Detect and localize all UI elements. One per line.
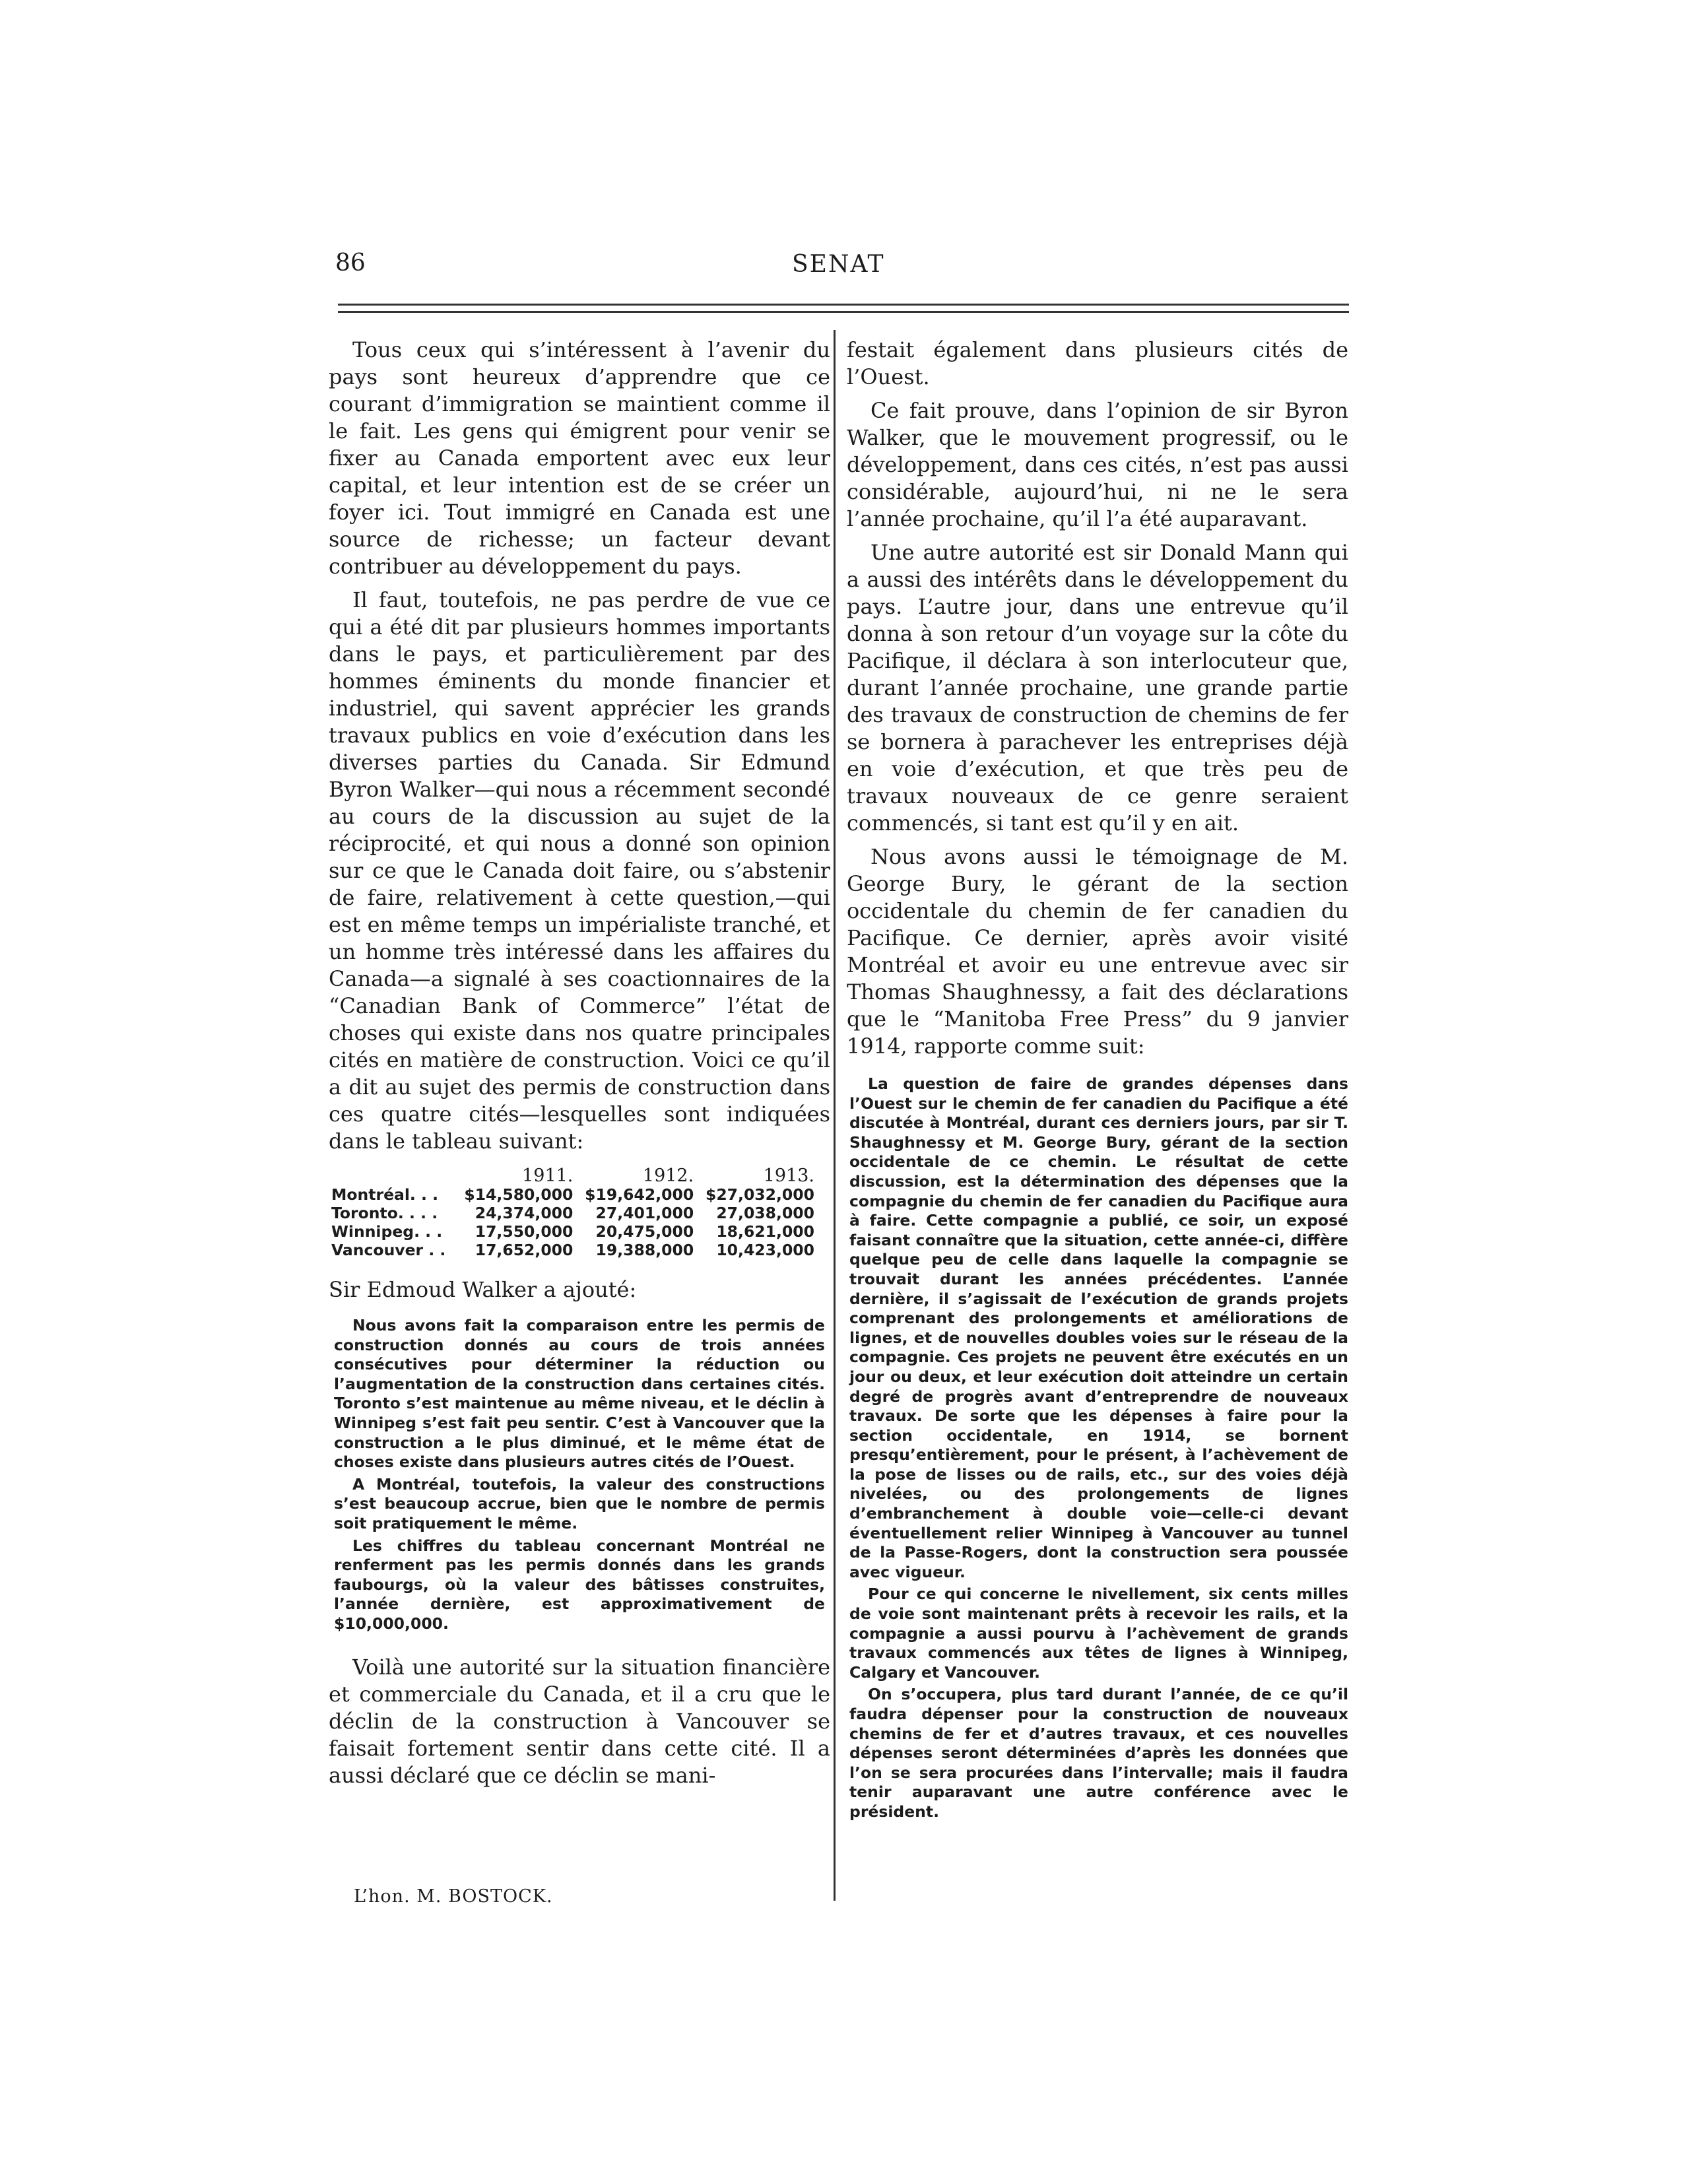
quoted-paragraph: Les chiffres du tableau concernant Montréal ne renferment pas les permis donnés dans les grands faubourgs, où la valeur des bâtisses construites, l’année dernière, est approximativement de $10,000,000.: [334, 1536, 825, 1633]
paragraph: Tous ceux qui s’intéressent à l’avenir du pays sont heureux d’apprendre que ce courant d’immigration se maintient comme il le fait. Les gens qui émigrent pour venir se fixer au Canada emportent avec eux leur capital, et leur intention est de se créer un foyer ici. Tout immigré en Canada est une source de richesse; un facteur devant contribuer au développement du pays.: [329, 337, 830, 579]
paragraph: Il faut, toutefois, ne pas perdre de vue ce qui a été dit par plusieurs hommes importants dans le pays, et particulièrement par des hommes éminents du monde financier et industriel, qui savent apprécier les grands travaux publics en voie d’exécution dans les diverses parties du Canada. Sir Edmund Byron Walker—qui nous a récemment secondé au cours de la discussion au sujet de la réciprocité, et qui nous a donné son opinion sur ce que le Canada doit faire, ou s’abstenir de faire, relativement à cette question,—qui est en même temps un impérialiste tranché, et un homme très intéressé dans les affaires du Canada—a signalé à ses coactionnaires de la “Canadian Bank of Commerce” l’état de choses qui existe dans nos quatre principales cités en matière de construction. Voici ce qu’il a dit au sujet des permis de construction dans ces quatre cités—lesquelles sont indiquées dans le tableau suivant:: [329, 587, 830, 1154]
quoted-paragraph: Nous avons fait la comparaison entre les permis de construction donnés au cours de trois années consécutives pour déterminer la réduction ou l’augmentation de la construction dans certaines cités. Toronto s’est maintenue au même niveau, et le déclin à Winnipeg s’est fait peu sentir. C’est à Vancouver que la construction a le plus diminué, et le même état de choses existe dans plusieurs autres cités de l’Ouest.: [334, 1316, 825, 1472]
paragraph: Ce fait prouve, dans l’opinion de sir Byron Walker, que le mouvement progressif, ou le développement, dans ces cités, n’est pas aussi considérable, aujourd’hui, ni ne le sera l’année prochaine, qu’il l’a été auparavant.: [847, 398, 1348, 531]
quoted-paragraph: On s’occupera, plus tard durant l’année, de ce qu’il faudra dépenser pour la construction de nouveaux chemins de fer et d’autres travaux, et ces nouvelles dépenses seront déterminées d’après les données que l’on se sera procurées dans l’intervalle; mais il faudra tenir auparavant une autre conférence avec le président.: [849, 1685, 1348, 1821]
table-header-row: [329, 1167, 817, 1185]
building-permits-table: [329, 1167, 817, 1259]
table-cell-city: Vancouver . .: [331, 1241, 446, 1259]
paragraph: Voilà une autorité sur la situation financière et commerciale du Canada, et il a cru que le déclin de la construction à Vancouver se faisait fortement sentir dans cette cité. Il a aussi déclaré que ce déclin se mani-: [329, 1654, 830, 1788]
page-number: 86: [335, 249, 366, 277]
table-header-year: 1911.: [522, 1166, 574, 1186]
table-cell-value: 24,374,000: [475, 1204, 574, 1222]
table-cell-value: 17,652,000: [475, 1241, 574, 1259]
paragraph: Une autre autorité est sir Donald Mann qui a aussi des intérêts dans le développement du pays. L’autre jour, dans une entrevue qu’il donna à son retour d’un voyage sur la côte du Pacifique, il déclara à son interlocuteur que, durant l’année prochaine, une grande partie des travaux de construction de chemins de fer se bornera à parachever les entreprises déjà en voie d’exécution, et que très peu de travaux nouveaux de ce genre seraient commencés, si tant est qu’il y en ait.: [847, 540, 1348, 836]
table-cell-value: 17,550,000: [475, 1222, 574, 1241]
table-cell-value: $27,032,000: [705, 1185, 814, 1204]
table-cell-value: 18,621,000: [716, 1222, 814, 1241]
table-cell-value: 27,401,000: [595, 1204, 694, 1222]
table-row: [329, 1222, 817, 1241]
table-cell-value: 10,423,000: [716, 1241, 814, 1259]
table-cell-city: Toronto. . . .: [331, 1204, 438, 1222]
paragraph: festait également dans plusieurs cités de l’Ouest.: [847, 337, 1348, 389]
table-cell-value: 27,038,000: [716, 1204, 814, 1222]
table-row: [329, 1241, 817, 1259]
table-cell-value: 20,475,000: [595, 1222, 694, 1241]
quoted-paragraph: A Montréal, toutefois, la valeur des constructions s’est beaucoup accrue, bien que le nombre de permis soit pratiquement le même.: [334, 1474, 825, 1532]
quoted-paragraph: La question de faire de grandes dépenses dans l’Ouest sur le chemin de fer canadien du Pacifique a été discutée à Montréal, durant ces derniers jours, par sir T. Shaughnessy et M. George Bury, gérant de la section occidentale de ce chemin. Le résultat de cette discussion, est la détermination des dépenses que la compagnie du chemin de fer canadien du Pacifique aura à faire. Cette compagnie a publié, ce soir, un exposé faisant connaître que la situation, cette année-ci, diffère quelque peu de celle dans laquelle la compagnie se trouvait durant les années précédentes. L’année dernière, il s’agissait de l’exécution de grands projets comprenant des prolongements et améliorations de lignes, et de nouvelles doubles voies sur le réseau de la compagnie. Ces projets ne peuvent être exécutés en un jour ou deux, et leur exécution doit atteindre un certain degré de progrès avant d’entreprendre de nouveaux travaux. De sorte que les dépenses à faire pour la section occidentale, en 1914, se bornent presqu’entièrement, pour le présent, à l’achèvement de la pose de lisses ou de rails, etc., sur des voies déjà nivelées, ou des prolongements de lignes d’embranchement à double voie—celle-ci devant éventuellement relier Winnipeg à Vancouver au tunnel de la Passe-Rogers, dont la construction sera poussée avec vigueur.: [849, 1074, 1348, 1581]
table-header-year: 1913.: [763, 1166, 814, 1186]
table-header-city: [329, 1167, 455, 1185]
quote-intro: Sir Edmoud Walker a ajouté:: [329, 1277, 637, 1302]
header-double-rule: [338, 304, 1349, 313]
table-cell-value: $19,642,000: [585, 1185, 694, 1204]
table-cell-value: $14,580,000: [464, 1185, 574, 1204]
quoted-paragraph: Pour ce qui concerne le nivellement, six cents milles de voie sont maintenant prêts à recevoir les rails, et la compagnie a aussi pourvu à l’achèvement de grands travaux commencés aux têtes de lignes à Winnipeg, Calgary et Vancouver.: [849, 1585, 1348, 1682]
table-row: [329, 1185, 817, 1204]
right-column: [847, 337, 1348, 1825]
column-divider: [834, 330, 836, 1901]
table-cell-city: Winnipeg. . .: [331, 1222, 443, 1241]
table-cell-city: Montréal. . .: [331, 1185, 439, 1204]
running-title: SENAT: [792, 251, 885, 278]
table-cell-value: 19,388,000: [595, 1241, 694, 1259]
table-header-year: 1912.: [642, 1166, 694, 1186]
left-column: [329, 337, 830, 1796]
paragraph: Nous avons aussi le témoignage de M. George Bury, le gérant de la section occidentale du chemin de fer canadien du Pacifique. Ce dernier, après avoir visité Montréal et avoir eu une entrevue avec sir Thomas Shaughnessy, a fait des déclarations que le “Manitoba Free Press” du 9 janvier 1914, rapporte comme suit:: [847, 844, 1348, 1059]
table-row: [329, 1204, 817, 1222]
speaker-footer: L’hon. M. BOSTOCK.: [354, 1886, 553, 1907]
